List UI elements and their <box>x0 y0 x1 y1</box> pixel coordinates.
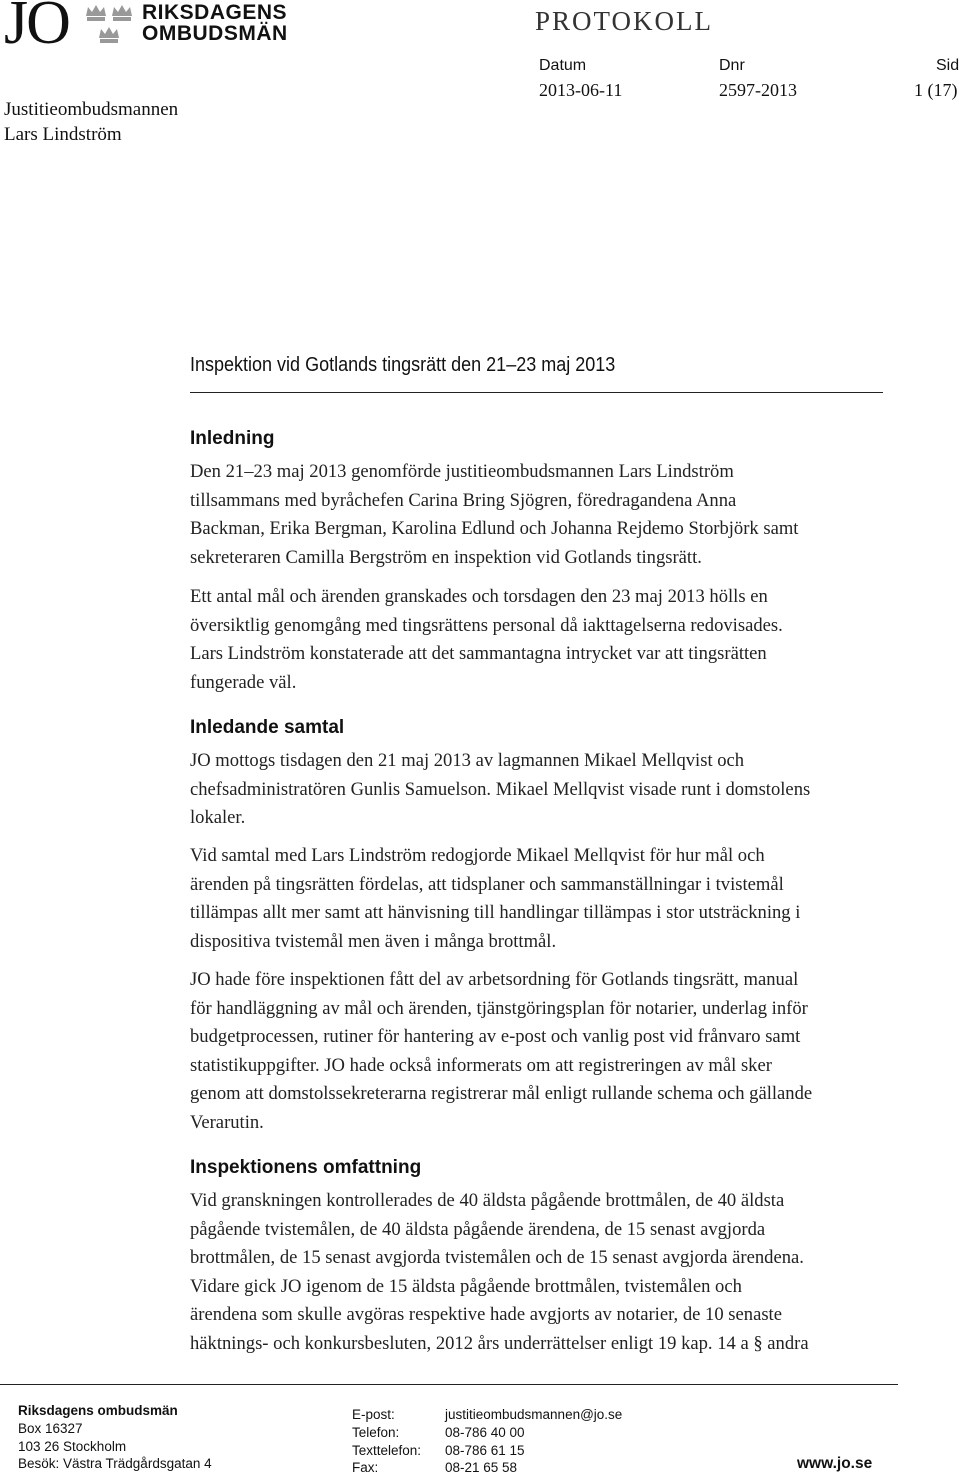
footer-box: Box 16327 <box>18 1420 83 1436</box>
logo-org-name: RIKSDAGENS OMBUDSMÄN <box>142 1 288 45</box>
footer-postal: 103 26 Stockholm <box>18 1438 127 1454</box>
paragraph: Vid samtal med Lars Lindström redogjorde Mikael Mellqvist för hur mål och ärenden på tingsrätten fördelas, att tidsplaner och sammanställningar i tvistemål tillämpas allt mer samt att hänvisning till handlingar tillämpas i stor utsträckning i dispositiva tvistemål men även i många brottmål. <box>190 845 801 952</box>
page-number: 1 (17) <box>914 80 958 100</box>
section-heading-inspektionens-omfattning: Inspektionens omfattning <box>190 1157 422 1178</box>
sender-title: Justitieombudsmannen <box>4 99 179 120</box>
logo-jo-text: JO <box>4 0 69 57</box>
footer-visit: Besök: Västra Trädgårdsgatan 4 <box>18 1456 212 1472</box>
three-crowns-icon <box>84 2 136 46</box>
page-label: Sid <box>936 57 960 74</box>
paragraph: Vid granskningen kontrollerades de 40 äldsta pågående brottmålen, de 40 äldsta pågående tvistemålen, de 40 äldsta pågående ärendena, de 15 senast avgjorda brottmålen, de 15 senast avgjorda tvistemålen och de 15 senast avgjorda ärendena. Vidare gick JO igenom de 15 äldsta pågående brottmålen, tvistemålen och ärendena som skulle avgöras respektive hade avgjorts av notarier, de 10 senaste häktnings- och konkursbesluten, 2012 års underrättelser enligt 19 kap. 14 a § andra <box>190 1190 809 1354</box>
email-label: E-post: <box>352 1407 395 1422</box>
footer-org-name: Riksdagens ombudsmän <box>18 1403 178 1418</box>
footer-contact-labels <box>352 1406 421 1477</box>
phone-value: 08-786 40 00 <box>445 1424 525 1440</box>
dnr-value: 2597-2013 <box>719 80 797 100</box>
email-link[interactable]: justitieombudsmannen@jo.se <box>445 1407 623 1422</box>
document-type: PROTOKOLL <box>535 6 714 36</box>
fax-value: 08-21 65 58 <box>445 1460 518 1476</box>
paragraph: Den 21–23 maj 2013 genomförde justitieombudsmannen Lars Lindström tillsammans med byråchefen Carina Bring Sjögren, föredragandena Anna Backman, Erika Bergman, Karolina Edlund och Johanna Rejdemo Storbjörk samt sekreteraren Camilla Bergström en inspektion vid Gotlands tingsrätt. <box>190 461 799 568</box>
section-heading-inledning: Inledning <box>190 428 275 449</box>
textphone-value: 08-786 61 15 <box>445 1442 525 1458</box>
paragraph: JO hade före inspektionen fått del av arbetsordning för Gotlands tingsrätt, manual för handläggning av mål och ärenden, tjänstgöringsplan för notarier, underlag inför budgetprocessen, rutiner för hantering av e-post och vanlig post vid frånvaro samt statistikuppgifter. JO hade också informerats om att registreringen av mål sker genom att domstolssekreterarna registrerar mål enligt rullande schema och gällande Verarutin. <box>190 969 813 1133</box>
title-divider <box>190 392 883 393</box>
footer-contact-values <box>445 1406 622 1477</box>
document-title: Inspektion vid Gotlands tingsrätt den 21–23 maj 2013 <box>190 354 616 376</box>
section-heading-inledande-samtal: Inledande samtal <box>190 717 345 738</box>
footer-divider <box>0 1384 898 1385</box>
date-value: 2013-06-11 <box>539 80 623 100</box>
paragraph: Ett antal mål och ärenden granskades och torsdagen den 23 maj 2013 hölls en översiktlig genomgång med tingsrättens personal då iakttagelserna redovisades. Lars Lindström konstaterade att det sammantagna intrycket var att tingsrätten fungerade väl. <box>190 586 783 693</box>
textphone-label: Texttelefon: <box>352 1442 422 1458</box>
sender-block <box>4 97 178 147</box>
dnr-label: Dnr <box>719 57 745 74</box>
date-label: Datum <box>539 57 587 74</box>
website-link[interactable]: www.jo.se <box>797 1455 873 1472</box>
fax-label: Fax: <box>352 1460 379 1476</box>
sender-name: Lars Lindström <box>4 124 122 145</box>
jo-logo <box>4 0 304 62</box>
phone-label: Telefon: <box>352 1424 400 1440</box>
footer-address <box>18 1402 212 1473</box>
paragraph: JO mottogs tisdagen den 21 maj 2013 av lagmannen Mikael Mellqvist och chefsadministratören Gunlis Samuelson. Mikael Mellqvist visade runt i domstolens lokaler. <box>190 750 811 828</box>
